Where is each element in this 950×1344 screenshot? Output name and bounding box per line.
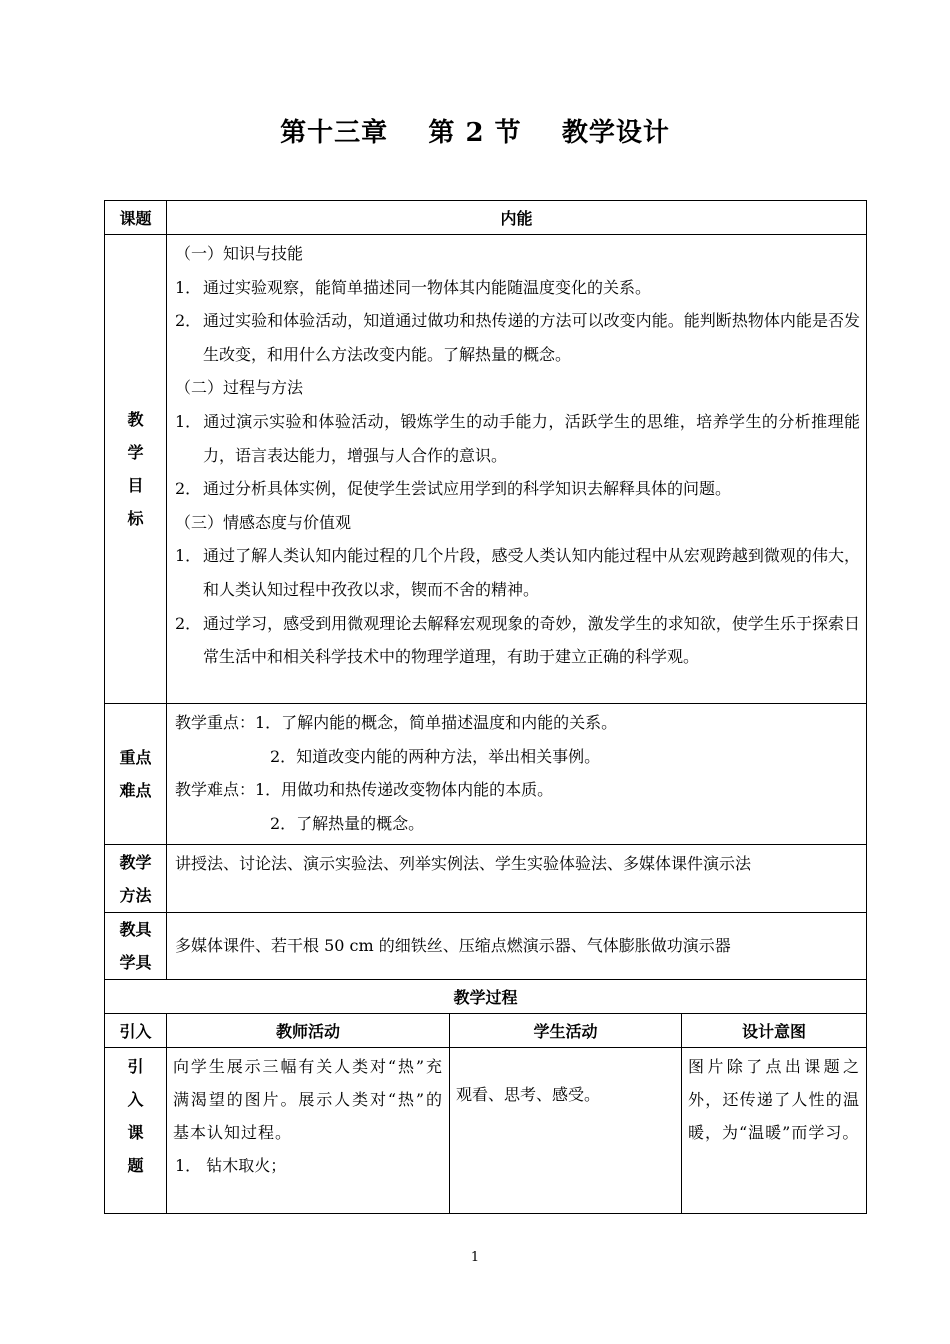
teacher-activity-item: 1． 钻木取火；	[175, 1156, 287, 1176]
column-header-teacher: 教师活动	[167, 1014, 450, 1048]
keypoint-line: 2．了解热量的概念。	[270, 813, 425, 833]
document-title	[0, 112, 950, 149]
tools-label: 教具 学具	[105, 913, 167, 980]
keypoint-line: 教学难点：1．用做功和热传递改变物体内能的本质。	[175, 780, 554, 800]
goals-item: 2． 通过分析具体实例，促使学生尝试应用学到的科学知识去解释具体的问题。	[175, 479, 732, 499]
goals-heading-process: （二）过程与方法	[175, 378, 304, 398]
page-number: 1	[470, 1250, 480, 1265]
intro-label: 引 入 课 题	[105, 1048, 167, 1214]
topic-label: 课题	[105, 201, 167, 235]
teacher-activity	[167, 1048, 450, 1214]
lesson-plan-table	[104, 200, 867, 1214]
goals-item: 2． 通过实验和体验活动，知道通过做功和热传递的方法可以改变内能。能判断热物体内能是否发生改变，和用什么方法改变内能。了解热量的概念。	[175, 311, 861, 364]
design-intent: 图片除了点出课题之外，还传递了人性的温暖，为“温暖”而学习。	[682, 1048, 867, 1214]
keypoint-line: 教学重点：1．了解内能的概念，简单描述温度和内能的关系。	[175, 713, 618, 732]
column-header-intent: 设计意图	[682, 1014, 867, 1048]
teacher-activity-text: 向学生展示三幅有关人类对“热”充满渴望的图片。展示人类对“热”的基本认知过程。	[173, 1057, 443, 1143]
title-design: 教学设计	[561, 118, 670, 148]
methods-content: 讲授法、讨论法、演示实验法、列举实例法、学生实验体验法、多媒体课件演示法	[167, 845, 867, 913]
goals-heading-attitude: （三）情感态度与价值观	[175, 512, 352, 532]
goals-item: 1． 通过了解人类认知内能过程的几个片段，感受人类认知内能过程中从宏观跨越到微观的伟大，和人类认知过程中孜孜以求，锲而不舍的精神。	[175, 546, 861, 599]
goals-heading-knowledge: （一）知识与技能	[175, 244, 304, 263]
column-header-intro: 引入	[105, 1014, 167, 1048]
goals-item: 2． 通过学习，感受到用微观理论去解释宏观现象的奇妙，激发学生的求知欲，使学生乐于探索日常生活中和相关科学技术中的物理学道理，有助于建立正确的科学观。	[175, 613, 861, 667]
title-chapter: 第十三章	[280, 118, 389, 148]
title-section: 第 2 节	[428, 118, 522, 148]
process-heading: 教学过程	[105, 980, 867, 1014]
student-activity: 观看、思考、感受。	[450, 1048, 682, 1214]
methods-label: 教学 方法	[105, 845, 167, 913]
column-header-student: 学生活动	[450, 1014, 682, 1048]
keypoints-label: 重点 难点	[105, 704, 167, 845]
goals-label: 教 学 目 标	[105, 235, 167, 704]
goals-content	[167, 235, 867, 704]
tools-content: 多媒体课件、若干根 50 cm 的细铁丝、压缩点燃演示器、气体膨胀做功演示器	[167, 913, 867, 980]
goals-item: 1． 通过实验观察，能简单描述同一物体其内能随温度变化的关系。	[175, 277, 652, 297]
goals-item: 1． 通过演示实验和体验活动，锻炼学生的动手能力，活跃学生的思维，培养学生的分析推理能力，语言表达能力，增强与人合作的意识。	[175, 411, 861, 465]
keypoint-line: 2．知道改变内能的两种方法，举出相关事例。	[270, 746, 601, 766]
topic-value: 内能	[167, 201, 867, 235]
keypoints-content	[167, 704, 867, 845]
